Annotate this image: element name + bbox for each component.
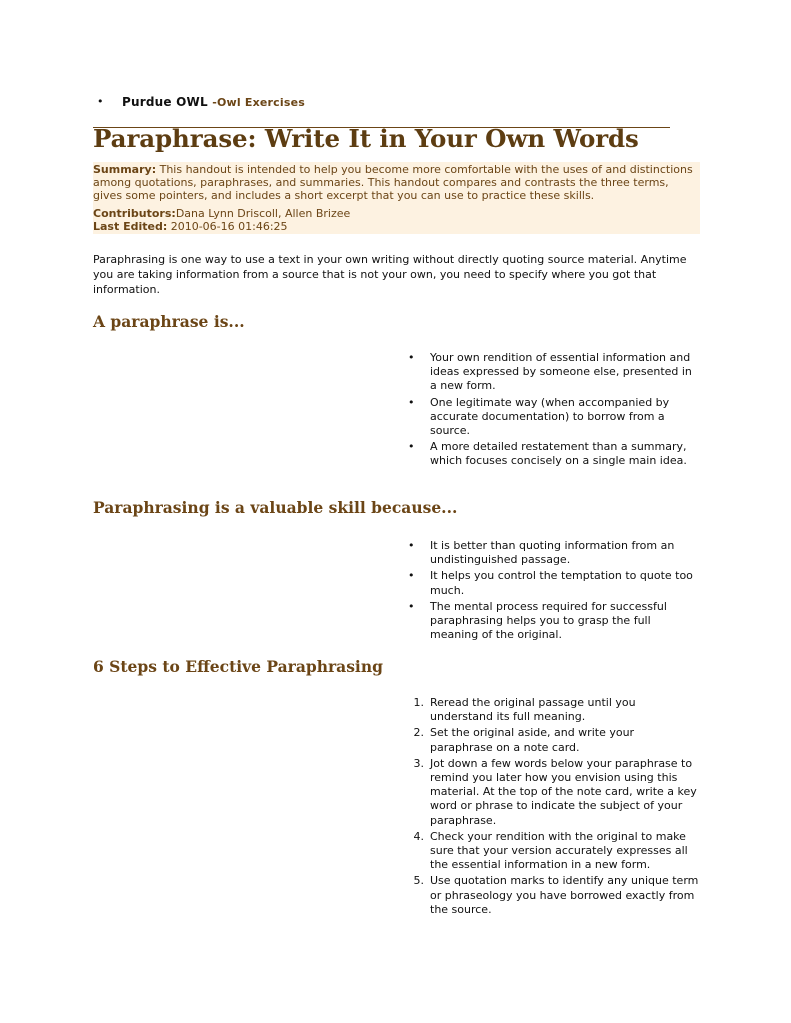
list-item [406, 569, 699, 597]
list-item-text: It helps you control the temptation to quote too much. [430, 569, 693, 597]
list-item-text: One legitimate way (when accompanied by accurate documentation) to borrow from a source. [430, 395, 670, 438]
section-heading: A paraphrase is... [93, 312, 245, 331]
list-item-text: Reread the original passage until you understand its full meaning. [430, 696, 636, 724]
list-item [406, 696, 699, 724]
list-marker: • [408, 440, 415, 454]
list-item-text: Check your rendition with the original to make sure that your version accurately expresses all the essential information in a new form. [430, 829, 688, 872]
last-edited-value: 2010-06-16 01:46:25 [170, 220, 288, 233]
list-item-text: Jot down a few words below your paraphrase to remind you later how you envision using this material. At the top of the note card, write a key word or phrase to indicate the subject of your paraphrase. [430, 756, 697, 827]
list-item-text: Your own rendition of essential information and ideas expressed by someone else, presented in a new form. [430, 351, 692, 393]
breadcrumb-section-link[interactable]: Owl Exercises [216, 96, 306, 109]
section-heading: 6 Steps to Effective Paraphrasing [93, 657, 383, 676]
list-marker: • [408, 351, 415, 364]
summary-box [93, 162, 700, 234]
list-marker: • [408, 539, 415, 552]
last-edited [93, 220, 288, 233]
contributors-label: Contributors: [93, 207, 176, 220]
list-item-text: It is better than quoting information from an undistinguished passage. [430, 539, 675, 567]
list-marker: • [408, 395, 415, 409]
list-marker: 4. [413, 829, 424, 843]
section-heading: Paraphrasing is a valuable skill because... [93, 498, 458, 517]
list-marker: • [408, 569, 415, 583]
list-item-text: Use quotation marks to identify any unique term or phraseology you have borrowed exactly from the source. [430, 874, 699, 916]
section-list [406, 696, 699, 919]
summary-text: This handout is intended to help you become more comfortable with the uses of and distinctions among quotations, paraphrases, and summaries. This handout compares and contrasts the three terms, gives some pointers, and includes a short excerpt that you can use to practice these skills. [93, 163, 693, 202]
list-item-text: Set the original aside, and write your paraphrase on a note card. [430, 726, 635, 754]
list-item [406, 757, 699, 828]
section-list [406, 351, 699, 471]
last-edited-label: Last Edited: [93, 220, 168, 233]
list-item [406, 600, 699, 643]
breadcrumb-separator: - [212, 96, 217, 109]
list-item-text: The mental process required for successful paraphrasing helps you to grasp the full meaning of the original. [430, 599, 667, 642]
list-marker: 2. [413, 726, 424, 740]
list-marker: 3. [413, 756, 424, 770]
list-item [406, 396, 699, 439]
contributors-names: Dana Lynn Driscoll, Allen Brizee [175, 207, 351, 220]
contributors [93, 207, 350, 220]
breadcrumb-site-link[interactable]: Purdue OWL [122, 95, 208, 109]
list-item [406, 440, 699, 468]
intro-paragraph: Paraphrasing is one way to use a text in your own writing without directly quoting source material. Anytime you are taking information from a source that is not your own, you need to specify where you got that information. [93, 253, 687, 296]
list-item [406, 351, 699, 394]
list-item [406, 830, 699, 873]
list-item-text: A more detailed restatement than a summary, which focuses concisely on a single main idea. [430, 440, 687, 468]
section-list [406, 539, 699, 644]
breadcrumb-bullet: • [97, 95, 104, 108]
list-item [406, 539, 699, 567]
page-title: Paraphrase: Write It in Your Own Words [93, 124, 639, 153]
list-item [406, 726, 699, 754]
summary-label: Summary: [93, 163, 157, 176]
list-marker: • [408, 599, 415, 613]
summary [93, 163, 698, 202]
list-item [406, 874, 699, 917]
list-marker: 1. [413, 696, 424, 709]
list-marker: 5. [413, 874, 424, 888]
